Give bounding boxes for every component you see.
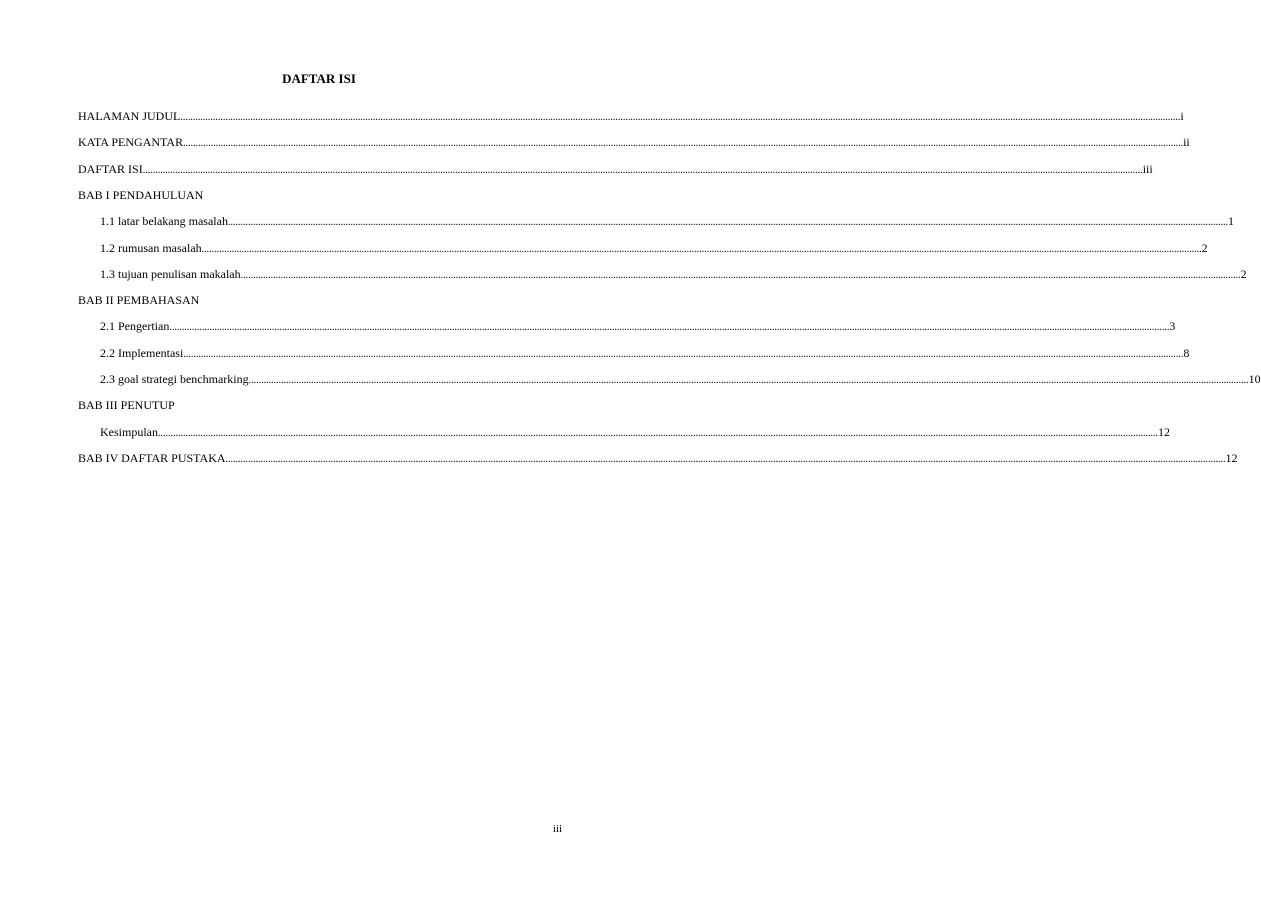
toc-entry-label: KATA PENGANTAR xyxy=(78,135,184,150)
toc-dot-leader: ................................................................................................................................................................................................................................................................................................................................................................................................................ xyxy=(183,138,1184,150)
toc-entry-label: BAB I PENDAHULUAN xyxy=(78,187,204,202)
toc-dot-leader: ................................................................................................................................................................................................................................................................................................................................................................................................................ xyxy=(169,322,1170,334)
toc-subentry-row xyxy=(100,213,1234,231)
toc-entry-label: 1.1 latar belakang masalah xyxy=(100,214,228,229)
table-of-contents xyxy=(78,0,1261,903)
toc-entry-label: 2.1 Pengertian xyxy=(100,319,170,334)
toc-entry-label: DAFTAR ISI xyxy=(78,161,143,176)
toc-entry-page: 12 xyxy=(1225,450,1238,465)
toc-dot-leader: ................................................................................................................................................................................................................................................................................................................................................................................................................ xyxy=(225,453,1226,465)
toc-entry-page: 2 xyxy=(1240,266,1247,281)
toc-subentry-row xyxy=(100,266,1247,284)
toc-entry-label: BAB II PEMBAHASAN xyxy=(78,293,200,308)
toc-dot-leader: ................................................................................................................................................................................................................................................................................................................................................................................................................ xyxy=(142,164,1143,176)
toc-dot-leader: ................................................................................................................................................................................................................................................................................................................................................................................................................ xyxy=(183,348,1184,360)
toc-subentry-row xyxy=(100,424,1170,442)
page-title: DAFTAR ISI xyxy=(282,71,356,86)
toc-entry-page: ii xyxy=(1183,135,1190,150)
toc-heading-row xyxy=(78,161,1153,179)
toc-heading-row xyxy=(78,397,558,413)
toc-subentry-row xyxy=(100,240,1208,258)
toc-dot-leader: ................................................................................................................................................................................................................................................................................................................................................................................................................ xyxy=(240,269,1241,281)
toc-heading-row xyxy=(78,108,1184,126)
toc-heading-row xyxy=(78,134,1190,152)
toc-dot-leader: ................................................................................................................................................................................................................................................................................................................................................................................................................ xyxy=(158,427,1158,439)
toc-entry-label: 1.2 rumusan masalah xyxy=(100,240,202,255)
toc-entry-label: 2.3 goal strategi benchmarking xyxy=(100,372,249,386)
toc-entry-page: 8 xyxy=(1183,345,1190,360)
toc-subentry-row xyxy=(100,371,1261,389)
toc-heading-row xyxy=(78,450,1238,468)
toc-entry-page: 1 xyxy=(1227,214,1234,229)
toc-entry-page: 2 xyxy=(1201,240,1208,255)
toc-dot-leader: ................................................................................................................................................................................................................................................................................................................................................................................................................ xyxy=(201,243,1202,255)
toc-dot-leader: ................................................................................................................................................................................................................................................................................................................................................................................................................ xyxy=(248,375,1249,386)
toc-entry-page: 3 xyxy=(1169,319,1176,334)
toc-dot-leader: ................................................................................................................................................................................................................................................................................................................................................................................................................ xyxy=(180,112,1181,123)
toc-entry-label: Kesimpulan xyxy=(100,424,158,439)
toc-subentry-row xyxy=(100,318,1176,336)
page-number: iii xyxy=(552,823,562,835)
toc-heading-row xyxy=(78,187,558,203)
toc-entry-label: 2.2 Implementasi xyxy=(100,345,184,360)
toc-entry-label: BAB III PENUTUP xyxy=(78,398,175,413)
toc-entry-label: BAB IV DAFTAR PUSTAKA xyxy=(78,450,226,465)
toc-entry-label: 1.3 tujuan penulisan makalah xyxy=(100,266,241,281)
toc-heading-row xyxy=(78,292,558,308)
toc-entry-page: 10 xyxy=(1248,372,1261,386)
toc-dot-leader: ................................................................................................................................................................................................................................................................................................................................................................................................................ xyxy=(227,217,1228,229)
toc-entry-page: iii xyxy=(1142,161,1153,176)
toc-entry-page: i xyxy=(1180,109,1184,123)
toc-subentry-row xyxy=(100,345,1190,363)
toc-entry-page: 12 xyxy=(1158,424,1170,439)
toc-entry-label: HALAMAN JUDUL xyxy=(78,109,181,123)
